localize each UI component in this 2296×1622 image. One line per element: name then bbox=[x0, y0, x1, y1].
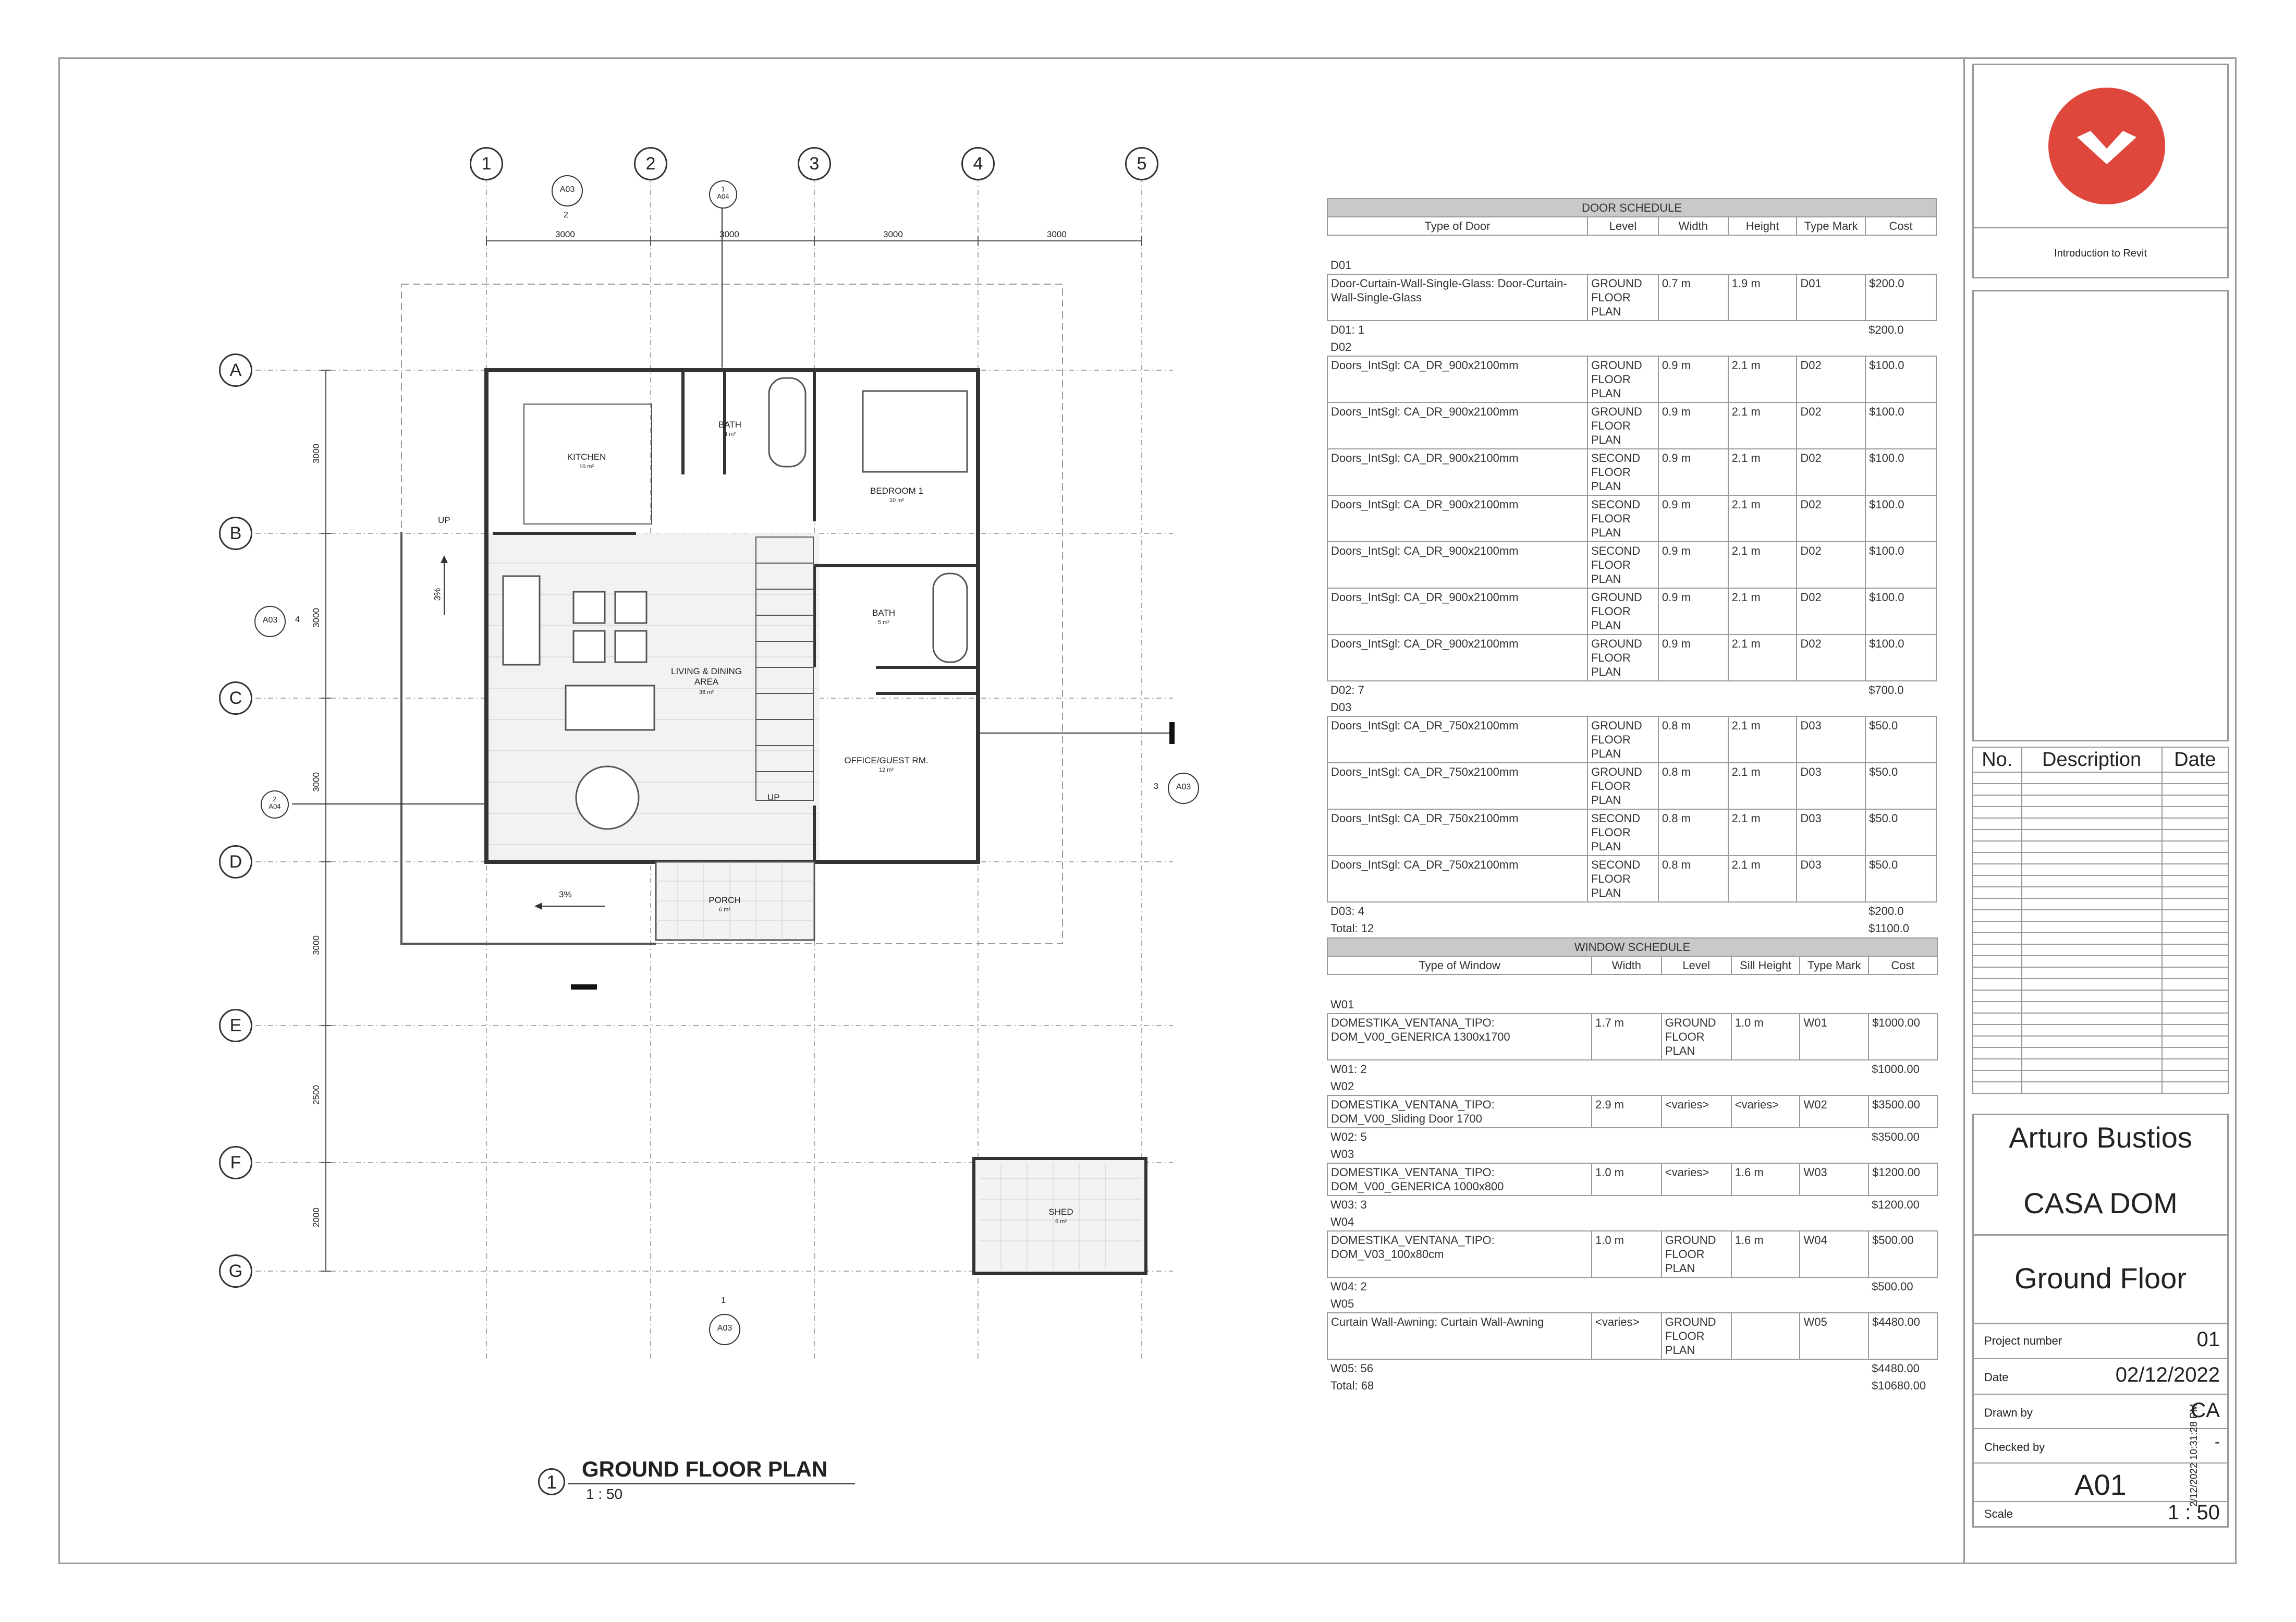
table-cell: GROUND FLOOR PLAN bbox=[1662, 1014, 1731, 1060]
window_schedule-subtotal-row: W03: 3 $1200.00 bbox=[1330, 1198, 1920, 1211]
grid-bubble-row-g: G bbox=[219, 1254, 252, 1288]
revision-row bbox=[1973, 933, 2228, 944]
room-label-bath-1: BATH 4 m² bbox=[718, 420, 742, 437]
grid-bubble-row-b: B bbox=[219, 517, 252, 550]
table-cell: GROUND FLOOR PLAN bbox=[1587, 716, 1658, 763]
table-cell: Doors_IntSgl: CA_DR_900x2100mm bbox=[1327, 449, 1587, 495]
table-cell: W05 bbox=[1800, 1313, 1868, 1359]
revision-row bbox=[1973, 784, 2228, 795]
window_schedule-group-header: W01 bbox=[1330, 998, 1354, 1011]
revision-row bbox=[1973, 1036, 2228, 1047]
grid-bubble-col-1: 1 bbox=[470, 147, 503, 180]
revision-row bbox=[1973, 807, 2228, 818]
table-row bbox=[1327, 1095, 1937, 1128]
table-cell: 2.1 m bbox=[1728, 403, 1797, 449]
table-row bbox=[1327, 403, 1936, 449]
elevation-tag-num: 1 bbox=[721, 1296, 726, 1305]
table-cell: D02 bbox=[1797, 449, 1865, 495]
table-cell: 2.1 m bbox=[1728, 449, 1797, 495]
table-cell: 0.9 m bbox=[1658, 449, 1728, 495]
table-cell: $100.0 bbox=[1865, 542, 1936, 588]
elevation-tag-num: 2 bbox=[564, 211, 568, 219]
room-label-office: OFFICE/GUEST RM. 12 m² bbox=[844, 755, 929, 773]
scale-value: 1 : 50 bbox=[2167, 1501, 2220, 1524]
table-cell: D03 bbox=[1797, 809, 1865, 856]
table-cell: GROUND FLOOR PLAN bbox=[1662, 1231, 1731, 1277]
dim-col-2-3: 3000 bbox=[719, 229, 739, 239]
revision-row bbox=[1973, 1047, 2228, 1059]
table-cell: $50.0 bbox=[1865, 716, 1936, 763]
revision-row bbox=[1973, 898, 2228, 910]
table-cell: W04 bbox=[1800, 1231, 1868, 1277]
table-cell: 0.8 m bbox=[1658, 763, 1728, 809]
table-cell: $100.0 bbox=[1865, 403, 1936, 449]
window_schedule-total-row: Total: 68 $10680.00 bbox=[1330, 1379, 1926, 1392]
stair-up-label-2: UP bbox=[767, 792, 780, 802]
table-row bbox=[1327, 588, 1936, 635]
dim-col-3-4: 3000 bbox=[883, 229, 903, 239]
table-cell: SECOND FLOOR PLAN bbox=[1587, 542, 1658, 588]
table-cell: D02 bbox=[1797, 542, 1865, 588]
door_schedule-subtotal-row: D02: 7 $700.0 bbox=[1330, 684, 1904, 697]
table-cell: Doors_IntSgl: CA_DR_750x2100mm bbox=[1327, 716, 1587, 763]
table-cell: GROUND FLOOR PLAN bbox=[1587, 274, 1658, 321]
door_schedule-group-header: D01 bbox=[1330, 259, 1352, 272]
designer-name: Arturo Bustios bbox=[2009, 1121, 2192, 1154]
table-cell: 0.7 m bbox=[1658, 274, 1728, 321]
table-cell: 0.8 m bbox=[1658, 856, 1728, 902]
room-label-bedroom-1: BEDROOM 1 10 m² bbox=[870, 486, 924, 504]
window_schedule-group-header: W04 bbox=[1330, 1215, 1354, 1228]
table-cell: DOMESTIKA_VENTANA_TIPO: DOM_V00_GENERICA 1000x800 bbox=[1327, 1163, 1592, 1196]
table-cell: Doors_IntSgl: CA_DR_900x2100mm bbox=[1327, 356, 1587, 403]
table-cell: SECOND FLOOR PLAN bbox=[1587, 449, 1658, 495]
table-cell: D02 bbox=[1797, 588, 1865, 635]
table-cell: $100.0 bbox=[1865, 635, 1936, 681]
table-cell: W02 bbox=[1800, 1095, 1868, 1128]
firm-caption: Introduction to Revit bbox=[2054, 248, 2147, 259]
table-cell: Doors_IntSgl: CA_DR_750x2100mm bbox=[1327, 763, 1587, 809]
dim-col-4-5: 3000 bbox=[1047, 229, 1067, 239]
table-cell: <varies> bbox=[1731, 1095, 1800, 1128]
table-cell: $100.0 bbox=[1865, 588, 1936, 635]
table-cell: $1200.00 bbox=[1868, 1163, 1937, 1196]
date-label: Date bbox=[1984, 1371, 2009, 1384]
table-row bbox=[1327, 856, 1936, 902]
grid-bubble-col-4: 4 bbox=[961, 147, 995, 180]
door-schedule-header: Type of Door Level Width Height Type Mark Cost bbox=[1327, 217, 1936, 235]
table-cell: D02 bbox=[1797, 495, 1865, 542]
window_schedule-group-header: W05 bbox=[1330, 1297, 1354, 1310]
elevation-tag[interactable]: A03 bbox=[254, 606, 286, 637]
table-row bbox=[1327, 716, 1936, 763]
table-cell: Doors_IntSgl: CA_DR_900x2100mm bbox=[1327, 588, 1587, 635]
table-cell: $50.0 bbox=[1865, 763, 1936, 809]
table-cell: 0.9 m bbox=[1658, 403, 1728, 449]
elevation-tag-num: 4 bbox=[295, 615, 300, 624]
revision-row bbox=[1973, 818, 2228, 830]
revision-row bbox=[1973, 910, 2228, 921]
window_schedule-subtotal-row: W01: 2 $1000.00 bbox=[1330, 1063, 1920, 1076]
room-label-porch: PORCH 6 m² bbox=[709, 895, 741, 913]
table-cell: Doors_IntSgl: CA_DR_900x2100mm bbox=[1327, 635, 1587, 681]
revision-header: No. Description Date bbox=[1973, 747, 2228, 772]
table-cell: 1.0 m bbox=[1592, 1231, 1662, 1277]
table-cell: $4480.00 bbox=[1868, 1313, 1937, 1359]
table-row bbox=[1327, 635, 1936, 681]
view-title-scale: 1 : 50 bbox=[586, 1486, 623, 1502]
project-number-value: 01 bbox=[2196, 1328, 2220, 1351]
grid-bubble-row-f: F bbox=[219, 1146, 252, 1179]
table-cell: 2.1 m bbox=[1728, 588, 1797, 635]
sheet-name: Ground Floor bbox=[2014, 1262, 2187, 1295]
table-row bbox=[1327, 1313, 1937, 1359]
revision-row bbox=[1973, 990, 2228, 1002]
room-label-bath-2: BATH 5 m² bbox=[872, 608, 896, 626]
table-cell: SECOND FLOOR PLAN bbox=[1587, 495, 1658, 542]
slope-label-2: 3% bbox=[559, 889, 572, 899]
grid-bubble-row-a: A bbox=[219, 353, 252, 387]
revision-row bbox=[1973, 875, 2228, 887]
table-cell: 2.1 m bbox=[1728, 495, 1797, 542]
table-cell: <varies> bbox=[1662, 1163, 1731, 1196]
window_schedule-group-header: W02 bbox=[1330, 1080, 1354, 1093]
table-cell: 2.1 m bbox=[1728, 809, 1797, 856]
table-cell: 2.1 m bbox=[1728, 716, 1797, 763]
revision-row bbox=[1973, 921, 2228, 933]
table-cell: Doors_IntSgl: CA_DR_900x2100mm bbox=[1327, 542, 1587, 588]
table-cell: 1.0 m bbox=[1592, 1163, 1662, 1196]
slope-label: 3% bbox=[432, 588, 443, 601]
project-number-label: Project number bbox=[1984, 1334, 2062, 1347]
revision-row bbox=[1973, 1059, 2228, 1070]
table-cell: 2.1 m bbox=[1728, 542, 1797, 588]
table-cell bbox=[1731, 1313, 1800, 1359]
table-cell: GROUND FLOOR PLAN bbox=[1587, 763, 1658, 809]
window_schedule-subtotal-row: W02: 5 $3500.00 bbox=[1330, 1130, 1920, 1143]
stair-up-label: UP bbox=[438, 515, 450, 525]
table-cell: 0.9 m bbox=[1658, 588, 1728, 635]
table-cell: $100.0 bbox=[1865, 356, 1936, 403]
window-schedule-header: Type of Window Width Level Sill Height Type Mark Cost bbox=[1327, 956, 1937, 974]
room-label-kitchen: KITCHEN 10 m² bbox=[567, 452, 606, 470]
revision-row bbox=[1973, 1082, 2228, 1093]
table-cell: 2.1 m bbox=[1728, 635, 1797, 681]
revision-row bbox=[1973, 795, 2228, 807]
revision-row bbox=[1973, 1025, 2228, 1036]
scale-label: Scale bbox=[1984, 1507, 2013, 1520]
table-cell: GROUND FLOOR PLAN bbox=[1587, 635, 1658, 681]
door-schedule-title: DOOR SCHEDULE bbox=[1327, 199, 1936, 217]
table-cell: D01 bbox=[1797, 274, 1865, 321]
table-row bbox=[1327, 1014, 1937, 1060]
table-cell: $50.0 bbox=[1865, 856, 1936, 902]
table-cell: Curtain Wall-Awning: Curtain Wall-Awning bbox=[1327, 1313, 1592, 1359]
table-cell: SECOND FLOOR PLAN bbox=[1587, 809, 1658, 856]
revision-row bbox=[1973, 967, 2228, 979]
table-cell: Doors_IntSgl: CA_DR_900x2100mm bbox=[1327, 403, 1587, 449]
table-cell: D03 bbox=[1797, 763, 1865, 809]
sheet-number: A01 bbox=[2074, 1468, 2127, 1501]
view-title-number: 1 bbox=[538, 1468, 565, 1495]
table-cell: $100.0 bbox=[1865, 495, 1936, 542]
view-title-underline bbox=[568, 1483, 855, 1484]
table-cell: <varies> bbox=[1662, 1095, 1731, 1128]
table-cell: SECOND FLOOR PLAN bbox=[1587, 856, 1658, 902]
table-row bbox=[1327, 1231, 1937, 1277]
table-cell: D03 bbox=[1797, 716, 1865, 763]
table-cell: GROUND FLOOR PLAN bbox=[1587, 403, 1658, 449]
revision-row bbox=[1973, 852, 2228, 864]
table-cell: D02 bbox=[1797, 403, 1865, 449]
checked-by-label: Checked by bbox=[1984, 1441, 2045, 1454]
table-cell: W01 bbox=[1800, 1014, 1868, 1060]
elevation-tag[interactable]: A03 bbox=[709, 1314, 740, 1345]
table-row bbox=[1327, 542, 1936, 588]
revision-row bbox=[1973, 956, 2228, 967]
grid-bubble-row-e: E bbox=[219, 1009, 252, 1042]
door-schedule-table bbox=[1327, 198, 1937, 937]
table-cell: Doors_IntSgl: CA_DR_750x2100mm bbox=[1327, 856, 1587, 902]
title-block-divider bbox=[1963, 57, 1965, 1564]
title-block-blank-panel bbox=[1972, 290, 2229, 741]
grid-bubble-col-2: 2 bbox=[634, 147, 667, 180]
revision-row bbox=[1973, 841, 2228, 852]
table-cell: $3500.00 bbox=[1868, 1095, 1937, 1128]
revision-row bbox=[1973, 887, 2228, 898]
grid-bubble-col-5: 5 bbox=[1125, 147, 1158, 180]
window-schedule-table bbox=[1327, 937, 1938, 1394]
table-cell: 2.1 m bbox=[1728, 763, 1797, 809]
section-tag[interactable]: 1 A04 bbox=[709, 180, 737, 209]
grid-bubble-row-c: C bbox=[219, 681, 252, 715]
dim-col-1-2: 3000 bbox=[555, 229, 575, 239]
table-cell: 2.9 m bbox=[1592, 1095, 1662, 1128]
table-cell: Door-Curtain-Wall-Single-Glass: Door-Curtain-Wall-Single-Glass bbox=[1327, 274, 1587, 321]
door_schedule-group-header: D02 bbox=[1330, 340, 1352, 353]
elevation-tag[interactable]: A03 bbox=[1168, 773, 1199, 804]
table-cell: 1.6 m bbox=[1731, 1231, 1800, 1277]
window_schedule-subtotal-row: W05: 56 $4480.00 bbox=[1330, 1362, 1920, 1375]
table-cell: GROUND FLOOR PLAN bbox=[1662, 1313, 1731, 1359]
door_schedule-total-row: Total: 12 $1100.0 bbox=[1330, 922, 1910, 935]
drawn-by-value: CA bbox=[2191, 1399, 2220, 1422]
table-cell: $100.0 bbox=[1865, 449, 1936, 495]
dim-row-b-c: 3000 bbox=[311, 608, 321, 628]
revision-row bbox=[1973, 830, 2228, 841]
title-block-logo-panel bbox=[1972, 64, 2229, 278]
elevation-tag-num: 3 bbox=[1154, 782, 1158, 791]
table-cell: $500.00 bbox=[1868, 1231, 1937, 1277]
door_schedule-subtotal-row: D03: 4 $200.0 bbox=[1330, 905, 1904, 918]
revision-row bbox=[1973, 979, 2228, 990]
dim-row-f-g: 2000 bbox=[311, 1208, 321, 1227]
grid-bubble-row-d: D bbox=[219, 845, 252, 879]
table-cell: Doors_IntSgl: CA_DR_750x2100mm bbox=[1327, 809, 1587, 856]
table-cell: 2.1 m bbox=[1728, 356, 1797, 403]
table-cell: DOMESTIKA_VENTANA_TIPO: DOM_V03_100x80cm bbox=[1327, 1231, 1592, 1277]
table-cell: GROUND FLOOR PLAN bbox=[1587, 356, 1658, 403]
revision-row bbox=[1973, 772, 2228, 784]
table-cell: $200.0 bbox=[1865, 274, 1936, 321]
table-cell: DOMESTIKA_VENTANA_TIPO: DOM_V00_GENERICA 1300x1700 bbox=[1327, 1014, 1592, 1060]
revision-row bbox=[1973, 944, 2228, 956]
table-row bbox=[1327, 449, 1936, 495]
company-logo bbox=[2047, 86, 2167, 206]
door_schedule-subtotal-row: D01: 1 $200.0 bbox=[1330, 323, 1904, 336]
table-cell: 0.8 m bbox=[1658, 716, 1728, 763]
project-name: CASA DOM bbox=[2023, 1187, 2178, 1219]
print-timestamp: 2/12/2022 10:31:28 PM bbox=[2189, 1404, 2200, 1507]
table-cell: Doors_IntSgl: CA_DR_900x2100mm bbox=[1327, 495, 1587, 542]
table-row bbox=[1327, 356, 1936, 403]
table-row bbox=[1327, 1163, 1937, 1196]
table-cell: 1.9 m bbox=[1728, 274, 1797, 321]
window-schedule-title: WINDOW SCHEDULE bbox=[1327, 938, 1937, 956]
table-cell: 0.9 m bbox=[1658, 495, 1728, 542]
table-cell: W03 bbox=[1800, 1163, 1868, 1196]
checked-by-value: - bbox=[2215, 1433, 2220, 1450]
table-row bbox=[1327, 274, 1936, 321]
table-cell: 2.1 m bbox=[1728, 856, 1797, 902]
table-cell: $1000.00 bbox=[1868, 1014, 1937, 1060]
table-cell: 0.9 m bbox=[1658, 542, 1728, 588]
table-row bbox=[1327, 809, 1936, 856]
dim-row-c-d: 3000 bbox=[311, 772, 321, 792]
table-cell: 1.0 m bbox=[1731, 1014, 1800, 1060]
table-cell: DOMESTIKA_VENTANA_TIPO: DOM_V00_Sliding Door 1700 bbox=[1327, 1095, 1592, 1128]
revision-row bbox=[1973, 864, 2228, 875]
floor-plan-drawing bbox=[0, 0, 1303, 1408]
dim-row-e-f: 2500 bbox=[311, 1085, 321, 1105]
table-cell: D03 bbox=[1797, 856, 1865, 902]
revision-row bbox=[1973, 1002, 2228, 1013]
table-cell: 0.9 m bbox=[1658, 635, 1728, 681]
table-cell: D02 bbox=[1797, 356, 1865, 403]
table-cell: GROUND FLOOR PLAN bbox=[1587, 588, 1658, 635]
window_schedule-group-header: W03 bbox=[1330, 1148, 1354, 1161]
table-cell: $50.0 bbox=[1865, 809, 1936, 856]
table-cell: 1.6 m bbox=[1731, 1163, 1800, 1196]
drawn-by-label: Drawn by bbox=[1984, 1406, 2033, 1419]
table-cell: <varies> bbox=[1592, 1313, 1662, 1359]
section-tag[interactable]: 2 A04 bbox=[261, 790, 289, 819]
view-title-name: GROUND FLOOR PLAN bbox=[582, 1457, 828, 1481]
table-row bbox=[1327, 495, 1936, 542]
date-value: 02/12/2022 bbox=[2115, 1363, 2220, 1386]
revision-row bbox=[1973, 1013, 2228, 1025]
window_schedule-subtotal-row: W04: 2 $500.00 bbox=[1330, 1280, 1913, 1293]
room-label-shed: SHED 6 m² bbox=[1048, 1207, 1073, 1225]
dim-row-a-b: 3000 bbox=[311, 444, 321, 464]
dim-row-d-e: 3000 bbox=[311, 935, 321, 955]
table-cell: 0.9 m bbox=[1658, 356, 1728, 403]
elevation-tag[interactable]: A03 bbox=[552, 175, 583, 206]
door_schedule-group-header: D03 bbox=[1330, 701, 1352, 714]
grid-bubble-col-3: 3 bbox=[798, 147, 831, 180]
revision-table bbox=[1972, 747, 2229, 1094]
table-cell: D02 bbox=[1797, 635, 1865, 681]
revision-row bbox=[1973, 1070, 2228, 1082]
table-cell: 1.7 m bbox=[1592, 1014, 1662, 1060]
table-cell: 0.8 m bbox=[1658, 809, 1728, 856]
table-row bbox=[1327, 763, 1936, 809]
room-label-living-dining: LIVING & DINING AREA 36 m² bbox=[670, 666, 742, 696]
